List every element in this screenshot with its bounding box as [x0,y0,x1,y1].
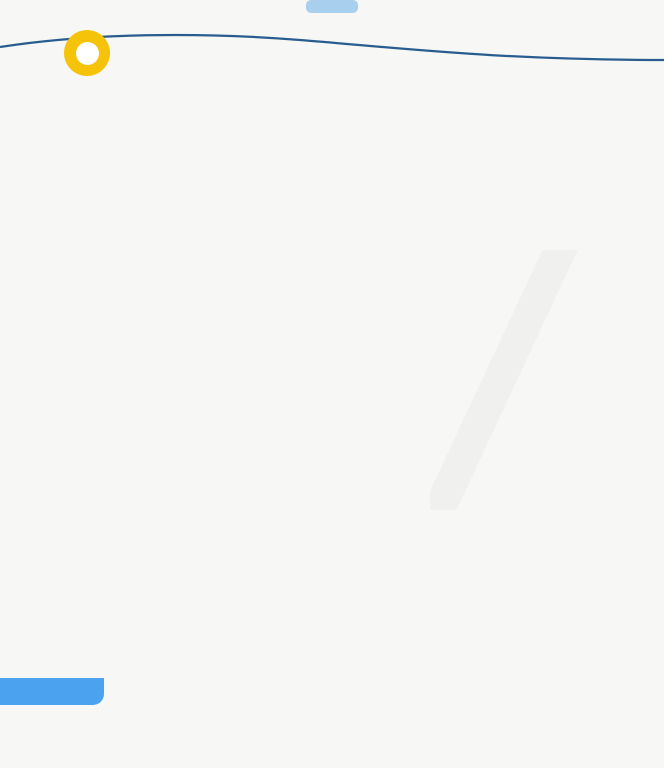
paper-watermark [430,250,630,510]
section-banner-wrap [0,0,664,13]
page-number-badge [64,30,110,76]
footer-section-tab [0,678,104,705]
section-banner [306,0,358,13]
page-number-badge-inner [76,42,99,65]
